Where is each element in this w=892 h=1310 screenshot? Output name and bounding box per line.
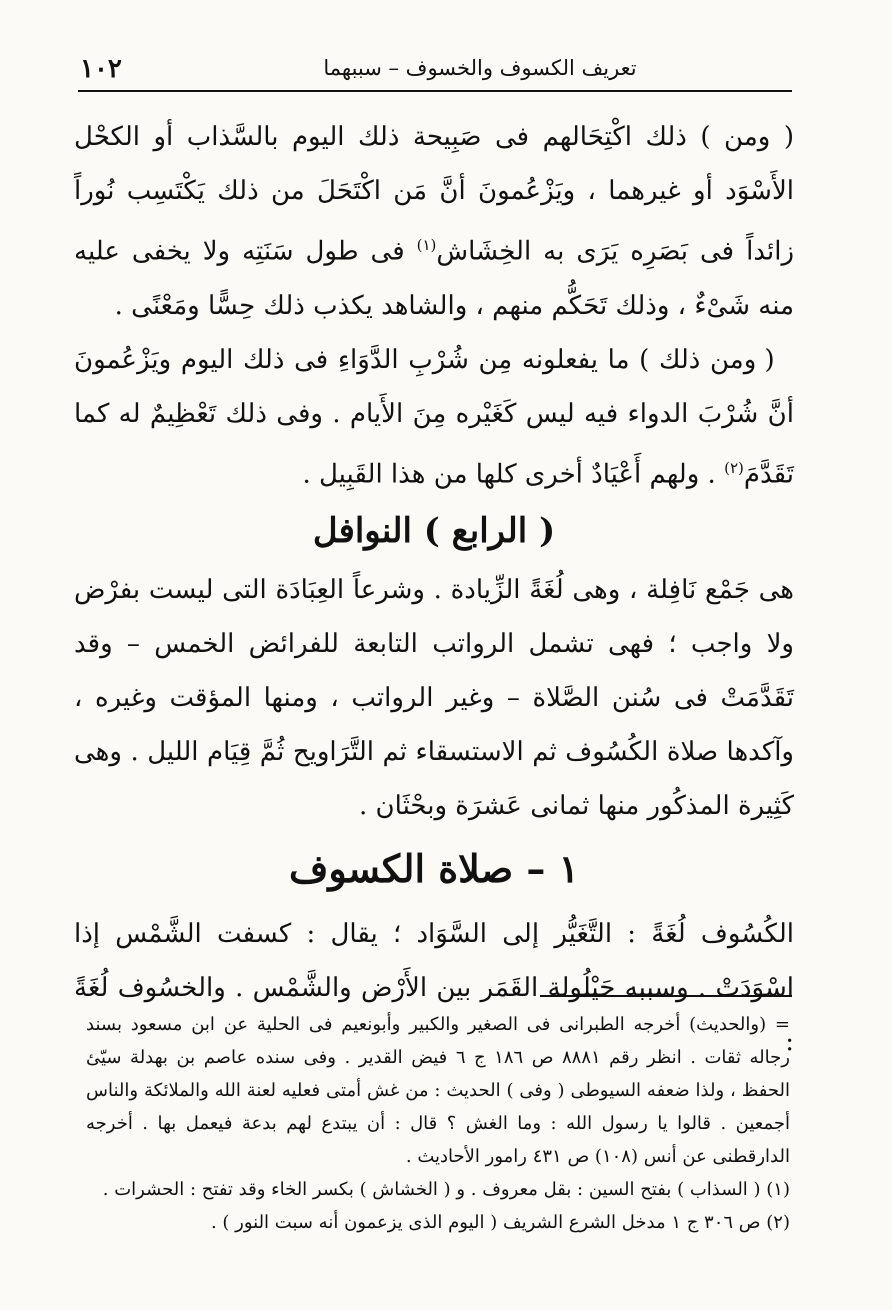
paragraph-nawafil: هى جَمْع نَافِلة ، وهى لُغَةً الزِّيادة . وشرعاً العِبَادَة التى ليست بفرْض ولا واجب ؛ فهى تشمل الرواتب التابعة للفرائض الخمس – وقد تَقَدَّمَتْ فى سُنن الصَّلاة – وغير الرواتب ، ومنها المؤقت وغيره ، وآكدها صلاة الكُسُوف ثم الاستسقاء ثم التَّرَاويح ثُمَّ قِيَام الليل . وهى كَثِيرة المذكُور منها ثمانى عَشرَة وبحْثَان . <box>74 575 794 822</box>
paragraph-kohl <box>74 110 794 333</box>
paragraph-medicine <box>74 333 794 502</box>
main-text <box>74 110 794 1069</box>
running-title: تعريف الكسوف والخسوف – سببهما <box>323 56 637 80</box>
footnote-1: (١) ( السذاب ) بفتح السين : بقل معروف . و ( الخشاش ) بكسر الخاء وقد تفتح : الحشرات . <box>102 1179 790 1200</box>
footnote-ref-2: (٢) <box>724 458 744 477</box>
section-heading-kusuf: ١ – صلاة الكسوف <box>288 846 579 892</box>
footnote-rule <box>540 995 792 997</box>
footnote-ref-1: (١) <box>416 236 437 254</box>
page-number: ١٠٢ <box>80 54 122 84</box>
footnote-continued: = (والحديث) أخرجه الطبرانى فى الصغير والكبير وأبونعيم فى الحلية عن ابن مسعود بسند رجاله ثقات . انظر رقم ٨٨٨١ ص ١٨٦ ج ٦ فيض القدير . وفى سنده عاصم بن بهدلة سيّئ الحفظ ، ولذا ضعفه السيوطى ( وفى ) الحديث : من غش أمتى فعليه لعنة الله والملائكة والناس أجمعين . قالوا يا رسول الله : وما الغش ؟ قال : أن يبتدع لهم بدعة فيعمل بها . أخرجه الدارقطنى عن أنس (١٠٨) ص ٤٣١ رامور الأحاديث . <box>86 1014 790 1167</box>
paragraph-medicine-tail: . ولهم أَعْيَادٌ أخرى كلها من هذا القَبِيل . <box>302 459 725 490</box>
header-rule <box>78 90 792 92</box>
paragraph-kohl-text: ( ومن ) ذلك اكْتِحَالهم فى صَبِيحة ذلك اليوم بالسَّذاب أو الكحْل الأَسْوَد أو غيرهما ، ويَزْعُمونَ أنَّ مَن اكْتَحَلَ من ذلك يَكْتَسِب نُوراً زائداً فى بَصَرِه يَرَى به الخِشَاش <box>74 122 794 267</box>
footnote-2: (٢) ص ٣٠٦ ج ١ مدخل الشرع الشريف ( اليوم الذى يزعمون أنه سبت النور ) . <box>210 1212 790 1233</box>
paragraph-kusuf: الكُسُوف لُغَةً : التَّغَيُّر إلى السَّوَاد ؛ يقال : كسفت الشَّمْس إذا اسْوَدَتْ . وسببه حَيْلُولة القَمَر بين الأَرْض والشَّمْس . والخسُوف لُغَةً : <box>74 919 794 1058</box>
paragraph-medicine-text: ( ومن ذلك ) ما يفعلونه مِن شُرْبِ الدَّوَاءِ فى ذلك اليوم ويَزْعُمونَ أنَّ شُرْبَ الدواء فيه ليس كَغَيْره مِنَ الأَيام . وفى ذلك تَعْظِيمٌ له كما تَقَدَّمَ <box>74 344 794 490</box>
paragraph-kohl-tail: فى طول سَنَتِه ولا يخفى عليه منه شَىْءٌ ، وذلك تَحَكُّم منهم ، والشاهد يكذب ذلك حِسًّا ومَعْنًى . <box>74 236 794 321</box>
section-heading-nawafil: ( الرابع ) النوافل <box>312 511 556 552</box>
footnotes <box>86 1008 790 1239</box>
page-header <box>80 48 800 88</box>
